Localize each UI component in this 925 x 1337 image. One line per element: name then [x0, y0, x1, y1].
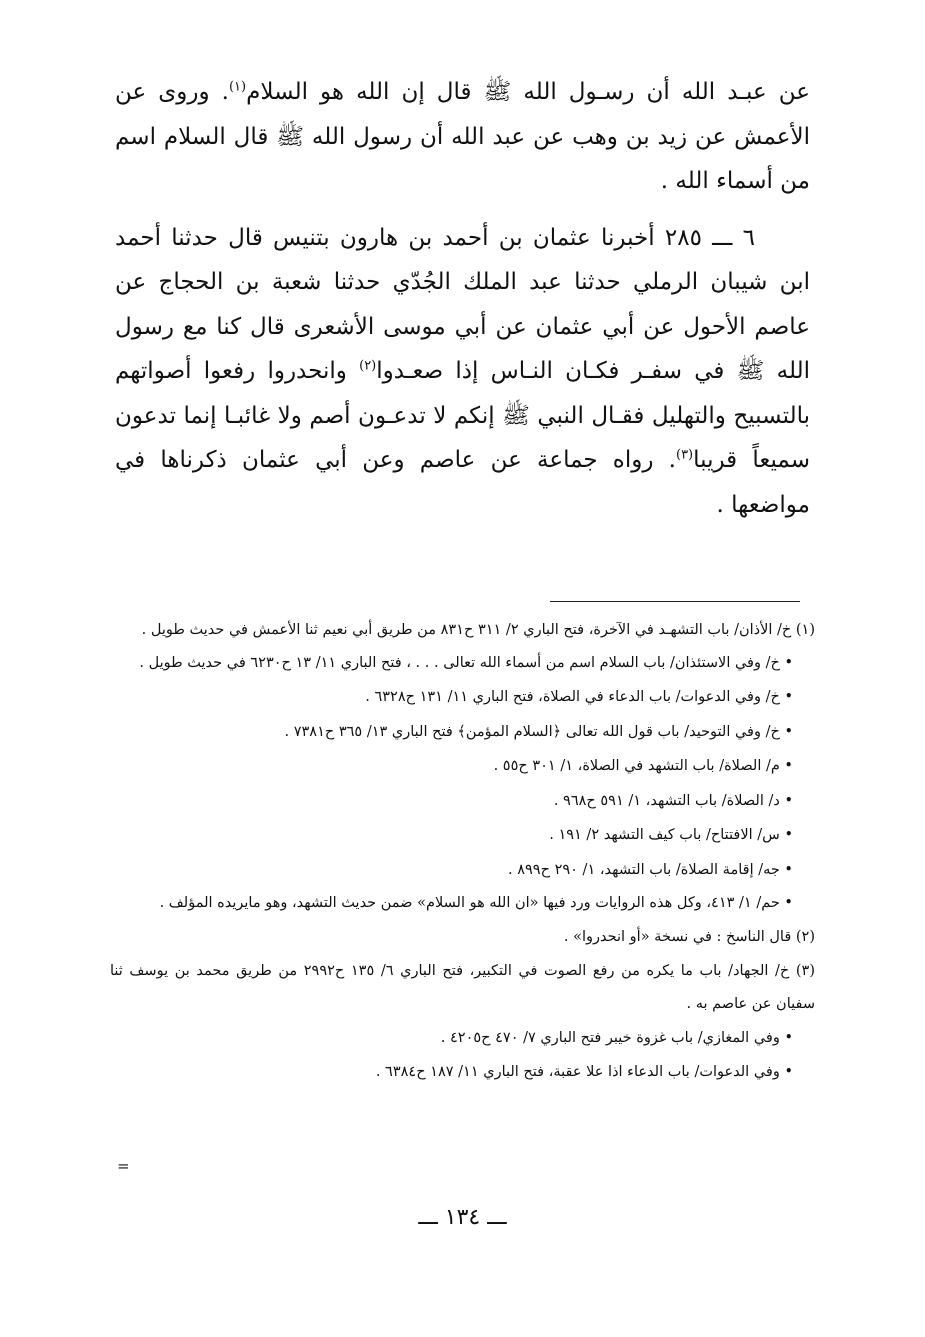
continuation-mark: =: [117, 1157, 130, 1175]
page-number-text: ـــ ١٣٤ ـــ: [418, 1205, 507, 1230]
paragraph-1-text: عن عبـد الله أن رسـول الله ﷺ قال إن الله هو السلام: [246, 79, 810, 105]
footnote-3-bullet: • وفي الدعوات/ باب الدعاء اذا علا عقبة، فتح الباري ١١/ ١٨٧ ح٦٣٨٤ .: [375, 1064, 793, 1080]
footnote-1-bullet: • خ/ وفي الدعوات/ باب الدعاء في الصلاة، فتح الباري ١١/ ١٣١ ح٦٣٢٨ .: [365, 689, 793, 705]
footnote-1-bullet: • م/ الصلاة/ باب التشهد في الصلاة، ١/ ٣٠١ ح٥٥ .: [493, 758, 793, 774]
footnote-1-bullet: • حم/ ١/ ٤١٣، وكل هذه الروايات ورد فيها «ان الله هو السلام» ضمن حديث التشهد، وهو مايريده المؤلف .: [159, 895, 793, 911]
footnotes: [110, 614, 815, 1090]
paragraph-2: [115, 216, 810, 528]
footnote-ref-3: (٣): [675, 447, 694, 463]
footnote-2: (٢) قال الناسخ : في نسخة «أو انحدروا» .: [563, 929, 815, 945]
footnote-3-bullet: • وفي المغازي/ باب غزوة خيبر فتح الباري ٧/ ٤٧٠ ح٤٢٠٥ .: [440, 1029, 793, 1046]
paragraph-1-text-cont: . وروى عن الأعمش عن زيد بن وهب عن عبد الله أن رسول الله ﷺ قال السلام اسم من أسماء الله .: [115, 79, 810, 194]
footnote-3: (٣) خ/ الجهاد/ باب ما يكره من رفع الصوت في التكبير، فتح الباري ٦/ ١٣٥ ح٢٩٩٢ من طريق محمد بن يوسف ثنا سفيان عن عاصم به .: [110, 962, 815, 1012]
footnote-1-bullet: • خ/ وفي الاستئذان/ باب السلام اسم من أسماء الله تعالى . . . ، فتح الباري ١١/ ١٣ ح٦٢٣٠ في حديث طويل .: [139, 655, 793, 671]
footnote-1-bullet: • د/ الصلاة/ باب التشهد، ١/ ٥٩١ ح٩٦٨ .: [553, 792, 793, 809]
main-text: [115, 70, 810, 527]
footnote-1-bullet: • س/ الافتتاح/ باب كيف التشهد ٢/ ١٩١ .: [549, 827, 793, 843]
paragraph-2-text-end: . رواه جماعة عن عاصم وعن أبي عثمان ذكرناها في مواضعها .: [115, 447, 810, 518]
footnote-ref-1: (١): [228, 79, 247, 95]
footnote-ref-2: (٢): [359, 358, 377, 374]
paragraph-2-text: ٦ ـــ ٢٨٥ أخبرنا عثمان بن أحمد بن هارون بتنيس قال حدثنا أحمد ابن شيبان الرملي حدثنا عبد الملك الجُدّي حدثنا شعبة بن الحجاج عن عاصم الأحول عن أبي عثمان عن أبي موسى الأشعرى قال كنا مع رسول الله ﷺ في سفـر فكـان النـاس إذا صعـدوا: [115, 224, 810, 384]
paragraph-2-text-cont: وانحدروا رفعوا أصواتهم بالتسبيح والتهليل فقـال النبي ﷺ إنكم لا تدعـون أصم ولا غائبـا إنما تدعون سميعاً قريبا: [115, 358, 810, 473]
paragraph-1: [115, 70, 810, 204]
footnote-separator: [550, 601, 800, 602]
page-number: [0, 1205, 925, 1230]
footnote-1-bullet: • جه/ إقامة الصلاة/ باب التشهد، ١/ ٢٩٠ ح٨٩٩ .: [508, 861, 793, 878]
footnote-1-bullet: • خ/ وفي التوحيد/ باب قول الله تعالى ﴿السلام المؤمن﴾ فتح الباري ١٣/ ٣٦٥ ح٧٣٨١ .: [284, 723, 793, 740]
footnote-1: (١) خ/ الأذان/ باب التشهـد في الآخرة، فتح الباري ٢/ ٣١١ ح٨٣١ من طريق أبي نعيم ثنا الأعمش في حديث طويل .: [141, 622, 815, 638]
